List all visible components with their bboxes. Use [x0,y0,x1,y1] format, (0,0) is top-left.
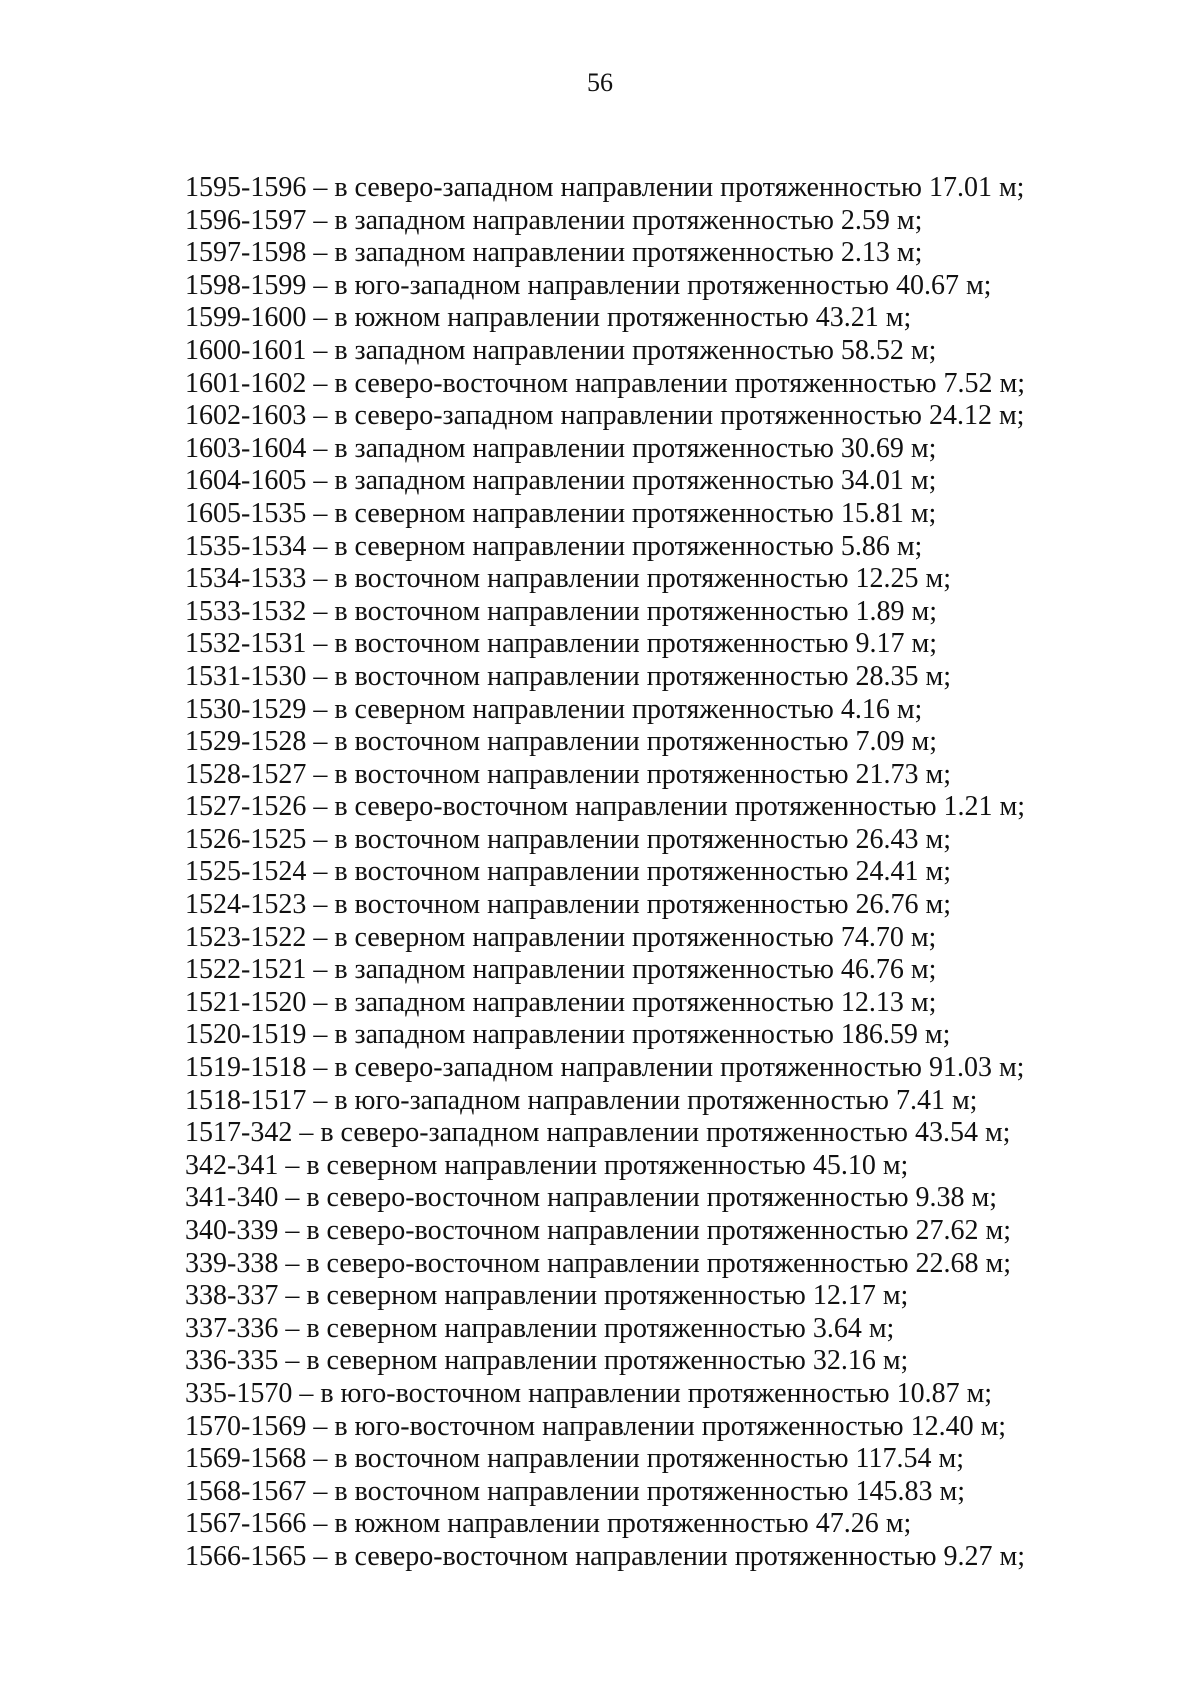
boundary-segment-line: 1568-1567 – в восточном направлении протяженностью 145.83 м; [185,1475,966,1507]
boundary-segment-line: 1526-1525 – в восточном направлении протяженностью 26.43 м; [185,823,952,855]
page-number: 56 [587,68,613,97]
boundary-segment-line: 1525-1524 – в восточном направлении протяженностью 24.41 м; [185,856,952,888]
boundary-segment-line: 1517-342 – в северо-западном направлении протяженностью 43.54 м; [185,1117,1011,1149]
boundary-segment-line: 342-341 – в северном направлении протяженностью 45.10 м; [185,1149,909,1181]
boundary-segment-line: 1534-1533 – в восточном направлении протяженностью 12.25 м; [185,563,952,595]
boundary-segment-line: 1521-1520 – в западном направлении протяженностью 12.13 м; [185,986,937,1018]
boundary-segment-line: 1600-1601 – в западном направлении протяженностью 58.52 м; [185,334,937,366]
boundary-segment-line: 1604-1605 – в западном направлении протяженностью 34.01 м; [185,465,937,497]
boundary-segment-line: 1566-1565 – в северо-восточном направлении протяженностью 9.27 м; [185,1540,1026,1572]
boundary-segment-line: 340-339 – в северо-восточном направлении протяженностью 27.62 м; [185,1215,1012,1246]
boundary-segment-line: 1599-1600 – в южном направлении протяженностью 43.21 м; [185,302,912,334]
boundary-segment-line: 1595-1596 – в северо-западном направлении протяженностью 17.01 м; [185,172,1025,203]
boundary-segment-line: 1518-1517 – в юго-западном направлении протяженностью 7.41 м; [185,1084,978,1116]
boundary-segment-line: 1528-1527 – в восточном направлении протяженностью 21.73 м; [185,758,952,790]
boundary-segment-line: 338-337 – в северном направлении протяженностью 12.17 м; [185,1280,909,1312]
boundary-segment-line: 336-335 – в северном направлении протяженностью 32.16 м; [185,1345,909,1377]
boundary-segment-line: 1597-1598 – в западном направлении протяженностью 2.13 м; [185,237,923,269]
boundary-segment-line: 341-340 – в северо-восточном направлении протяженностью 9.38 м; [185,1182,998,1214]
boundary-segment-line: 1598-1599 – в юго-западном направлении протяженностью 40.67 м; [185,269,992,301]
boundary-segment-line: 1531-1530 – в восточном направлении протяженностью 28.35 м; [185,660,952,692]
boundary-segment-line: 1569-1568 – в восточном направлении протяженностью 117.54 м; [185,1443,964,1475]
boundary-segment-line: 337-336 – в северном направлении протяженностью 3.64 м; [185,1312,895,1344]
boundary-segment-line: 1533-1532 – в восточном направлении протяженностью 1.89 м; [185,595,938,627]
boundary-segment-line: 1570-1569 – в юго-восточном направлении протяженностью 12.40 м; [185,1410,1007,1442]
boundary-segment-line: 1519-1518 – в северо-западном направлении протяженностью 91.03 м; [185,1052,1025,1084]
boundary-description-list [185,172,1085,1574]
boundary-segment-line: 1596-1597 – в западном направлении протяженностью 2.59 м; [185,204,923,236]
boundary-segment-line: 1530-1529 – в северном направлении протяженностью 4.16 м; [185,693,923,725]
boundary-segment-line: 339-338 – в северо-восточном направлении протяженностью 22.68 м; [185,1247,1012,1279]
boundary-segment-line: 1605-1535 – в северном направлении протяженностью 15.81 м; [185,497,937,529]
boundary-segment-line: 1603-1604 – в западном направлении протяженностью 30.69 м; [185,432,937,464]
boundary-segment-line: 1522-1521 – в западном направлении протяженностью 46.76 м; [185,954,937,986]
boundary-segment-line: 1567-1566 – в южном направлении протяженностью 47.26 м; [185,1508,912,1540]
boundary-segment-line: 1523-1522 – в северном направлении протяженностью 74.70 м; [185,921,937,953]
boundary-segment-line: 1602-1603 – в северо-западном направлении протяженностью 24.12 м; [185,400,1025,432]
boundary-segment-line: 1529-1528 – в восточном направлении протяженностью 7.09 м; [185,726,938,758]
boundary-segment-line: 1524-1523 – в восточном направлении протяженностью 26.76 м; [185,889,952,921]
boundary-segment-line: 1520-1519 – в западном направлении протяженностью 186.59 м; [185,1019,951,1051]
boundary-segment-line: 335-1570 – в юго-восточном направлении протяженностью 10.87 м; [185,1377,993,1409]
boundary-segment-line: 1532-1531 – в восточном направлении протяженностью 9.17 м; [185,628,938,660]
boundary-segment-line: 1601-1602 – в северо-восточном направлении протяженностью 7.52 м; [185,367,1026,399]
boundary-segment-line: 1535-1534 – в северном направлении протяженностью 5.86 м; [185,530,923,562]
boundary-segment-line: 1527-1526 – в северо-восточном направлении протяженностью 1.21 м; [185,791,1026,823]
